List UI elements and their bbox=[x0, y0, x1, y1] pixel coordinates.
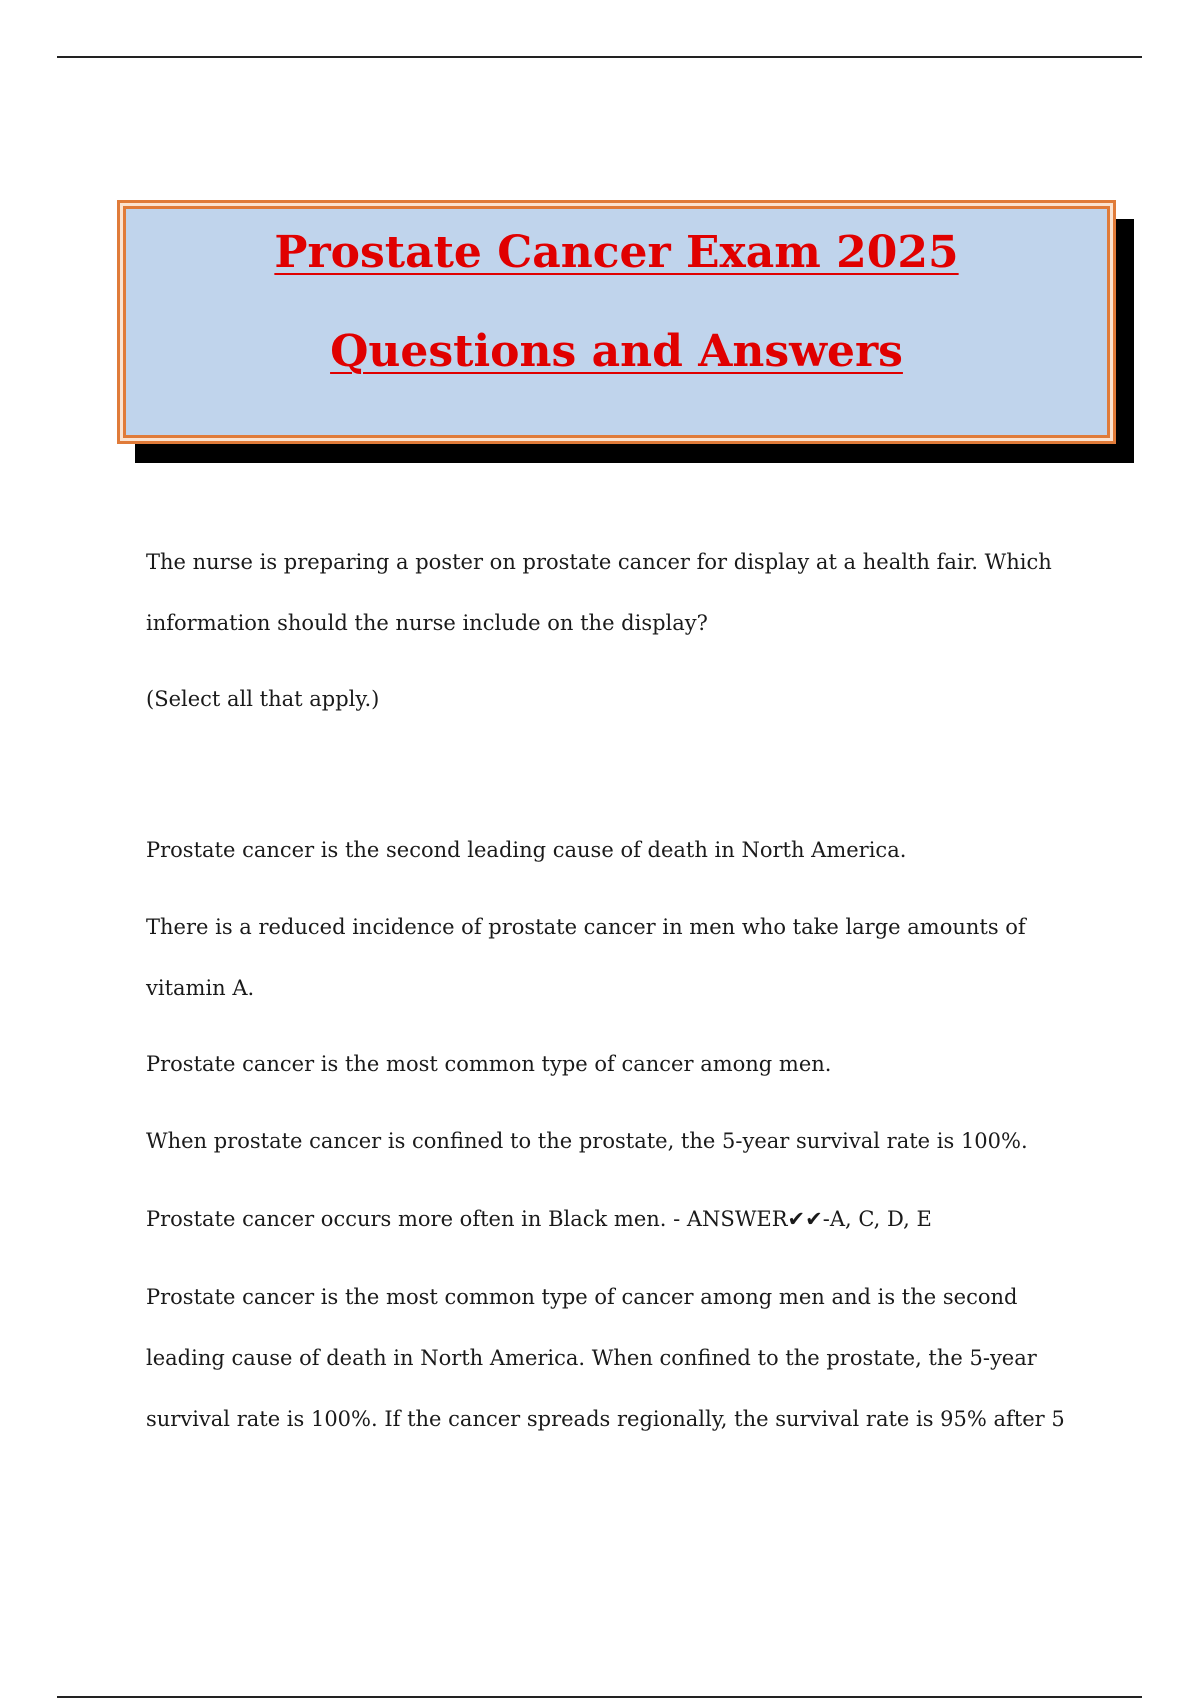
question-instruction: (Select all that apply.) bbox=[146, 687, 380, 711]
rationale-line-2: leading cause of death in North America. When confined to the prostate, the 5-year bbox=[146, 1346, 1037, 1370]
rationale bbox=[146, 1267, 1076, 1450]
question-line-2: information should the nurse include on the display? bbox=[146, 611, 708, 635]
header-rule bbox=[57, 56, 1142, 58]
option-a: Prostate cancer is the second leading cause of death in North America. bbox=[146, 838, 907, 862]
rationale-line-3: survival rate is 100%. If the cancer spreads regionally, the survival rate is 95% after 5 bbox=[146, 1407, 1065, 1431]
rationale-line-1: Prostate cancer is the most common type of cancer among men and is the second bbox=[146, 1285, 1018, 1309]
title-line-2: Questions and Answers bbox=[330, 326, 903, 377]
option-e-with-answer: Prostate cancer occurs more often in Black men. - ANSWER✔✔-A, C, D, E bbox=[146, 1207, 932, 1231]
title-line-1: Prostate Cancer Exam 2025 bbox=[274, 227, 959, 278]
option-c: Prostate cancer is the most common type of cancer among men. bbox=[146, 1052, 832, 1076]
option-d: When prostate cancer is confined to the prostate, the 5-year survival rate is 100%. bbox=[146, 1129, 1028, 1153]
question-text bbox=[146, 532, 1076, 654]
footer-rule bbox=[57, 1696, 1142, 1698]
question-line-1: The nurse is preparing a poster on prostate cancer for display at a health fair. Which bbox=[146, 550, 1052, 574]
title-box bbox=[117, 200, 1116, 444]
option-b: There is a reduced incidence of prostate cancer in men who take large amounts of vitamin A. bbox=[146, 915, 1026, 1000]
